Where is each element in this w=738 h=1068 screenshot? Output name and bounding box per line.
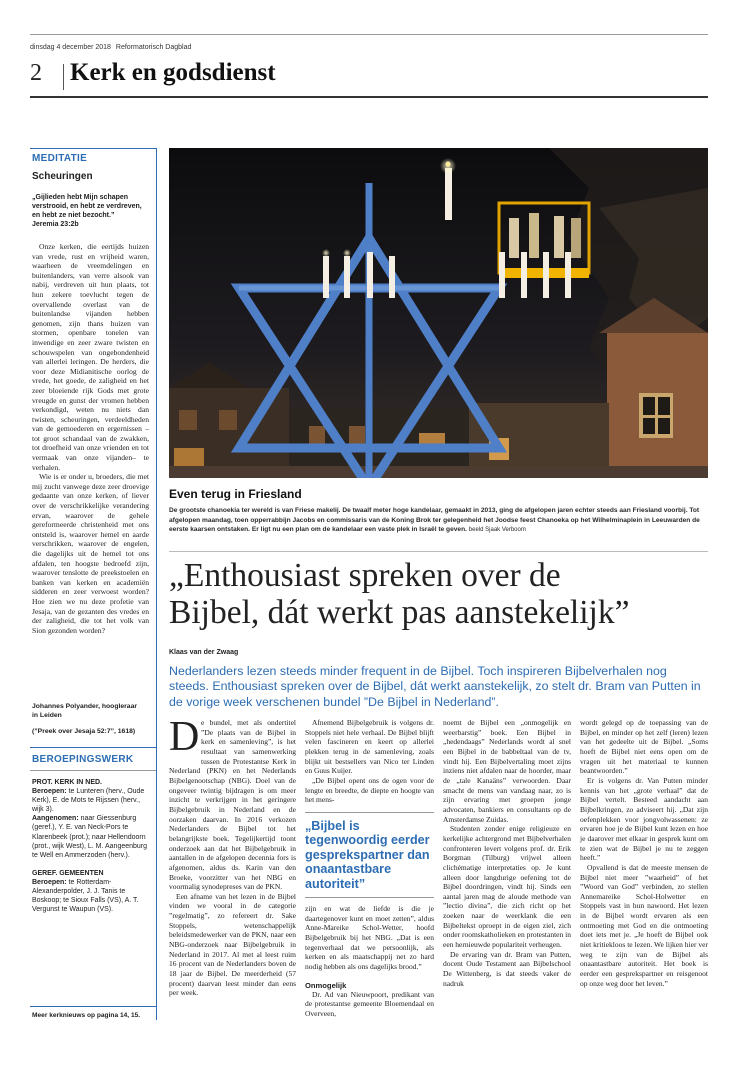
date-line [30,44,191,51]
group-title: PROT. KERK IN NED. [32,779,103,786]
meditatie-paragraph: Wie is er onder u, broeders, die met mij zucht vanwege deze zeer droevige gedaante van onze kerken, of liever over de verschrikkelijke verandering ervan, waarover de gehele gereformeerde christenheid met ons ontsteld is, waarover hemel en aarde verschrikken, waarover de engelen, die dagelijks uit de hemel tot ons afdalen, ten hoogste bedroefd zijn, waarover tenslotte de preekstoelen en banken van kerken en academiën sidderen en zeer verwoest worden? Hoe zien we nu deze profetie van Jesaja, van de gezanten des vredes en der zaligheid, die tot het volk van Sion gezonden worden? [32,472,149,635]
section-title: Kerk en godsdienst [70,59,276,86]
photo-caption [169,506,708,536]
kerknieuws-link[interactable]: Meer kerknieuws op pagina 14, 15. [32,1012,141,1019]
sidebar [30,148,157,1020]
article-paragraph: Er is volgens dr. Van Putten minder kennis van het „grote verhaal” dat de Bijbel vertelt. Besteed aandacht aan Bijbelkringen, zo adviseert hij. „Dat zijn oefenplekken voor jongvolwassenen: ze ervaren hoe je de Bijbel kunt lezen en hoe je daarover met elkaar in gesprek kunt om te zien wat de Bijbel je nu te zeggen heeft.” [580,775,708,863]
list-item: Beroepen: te Rotterdam-Alexanderpolder, J. J. Tanis te Boskoop; te Sioux Falls (VS), A. T. Vergunst te Waupun (VS). [32,878,139,914]
article-paragraph: Opvallend is dat de meeste mensen de Bijbel niet meer ”waarheid” of het ”Woord van God” verbinden, zo stellen Annemareike Schol-Holwetter en Stoppels vast in hun nawoord. Het lezen in de Bijbel wordt ervaren als een ontmoeting met God en die ontmoeting doet iets met je. „Je hoeft de Bijbel ook niet kritiekloos te lezen. We lijken hier ver weg te zijn van de Bijbel als onaantastbare autoriteit. Het boek is eerder een gesprekspartner en reisgenoot op onze weg door het leven.” [580,862,708,988]
meditatie-body [32,242,149,635]
dropcap: D [169,714,200,760]
photo-caption-title: Even terug in Friesland [169,487,302,501]
paper-name: Reformatorisch Dagblad [115,44,192,51]
article-column-4 [580,718,708,988]
meditatie-quote: „Gijlieden hebt Mijn schapen verstrooid, en hebt ze verdreven, en hebt ze niet bezocht.” [32,194,142,219]
article-intro: Nederlanders lezen steeds minder frequent in de Bijbel. Toch inspireren Bijbelverhalen nog steeds. Enthousiast spreken over de Bijbel, dát werkt aanstekelijk, zo stelt dr. Bram van Putten in de vorige week verschenen bundel ”De Bijbel in Nederland”. [169,664,701,709]
menorah-photo [169,148,708,478]
article-column-1 [169,714,296,998]
meditatie-author: Johannes Polyander, hoogleraar in Leiden [32,703,138,719]
group-title: GEREF. GEMEENTEN [32,869,104,877]
article-paragraph: Afnemend Bijbelgebruik is volgens dr. Stoppels niet hele verhaal. De Bijbel blijft velen fascineren en keert op allerlei plekken terug in de samenleving, zoals blijkt uit bestsellers van Nico ter Linden en Guus Kuijer. [305,718,434,776]
article-paragraph: Dr. Ad van Nieuwpoort, predikant van de protestantse gemeente Bloemendaal en Overveen, [305,989,434,1018]
photo-credit: beeld Sjaak Verboom [468,527,526,534]
photo-caption-text: De grootste chanoekia ter wereld is van Friese makelij. De twaalf meter hoge kandelaar, gemaakt in 2013, ging de afgelopen jaren echter steeds aan Friesland voorbij. Tot afgelopen maandag, toen opperrabbijn Jacobs en commissaris van de Koning Brok ter gelegenheid het Joodse feest Chanoeka op het Wilhelminaplein in Leeuwarden de eerste kaarsen ontstaken. Er ligt nu een plan om de kandelaar een vaste plek in Israël te geven. [169,507,700,534]
meditatie-paragraph: Onze kerken, die eertijds huizen van vrede, rust en vrijheid waren, waarheen de vreemdelingen en buitenlanders, van verre alsook van nabij, verdreven uit hun plaats, tot hun zekere toevlucht tegen de overvallende overlast van de buitenlandse vijanden hebben genomen, zijn thans huizen van stormen, openbare tonelen van inwendige en zeer zware twisten en schouwspelen van ongebondenheid van allerlei leringen. De herders, die voor deze Midianitische oorlog de vrede, het goede, de zaligheid en het zeer bloeiende rijk Gods met grote vreugde en gunst der vromen hebben verkondigd, weten nu niets dan twisten, scheuringen, verdeeldheden van de gemoederen en ergernissen –tot groot schandaal van de zwakken, tot droefheid van onze vrienden en tot vermaak van onze vijanden– te verhalen. [32,242,149,472]
photo [169,148,708,478]
article-paragraph: Studenten zonder enige religieuze en kerkelijke achtergrond met Bijbelverhalen confronteren levert volgens prof. dr. Erik Borgman (Tilburg) vrijwel alleen clichématige interpretaties op. Je kunt alleen door langdurige oefening tot de Bijbel doordringen, vindt hij. Sinds een aantal jaren mag de aloude methode van ”lectio divina”, die zich richt op het zoeken naar de weerklank die een Bijbeltekst oproept in de eigen ziel, zich onder roomskatholieken en protestanten in een hernieuwde populariteit verheugen. [443,824,571,950]
beroepingswerk-label: BEROEPINGSWERK [32,754,134,765]
page-number: 2 [30,60,42,86]
headline [169,557,714,631]
article-paragraph: e bundel, met als ondertitel ”De plaats van de Bijbel in kerk en samenleving”, is het resultaat van samenwerking tussen de Protestantse Kerk in Nederland (PKN) en het Nederlands Bijbelgenootschap (NBG). Doel van de ongeveer twintig bijdragen is om meer inzicht te verkrijgen in het geringere Bijbelgebruik in Nederland en de oorzaken daarvan. In 2016 verkozen Nederlanders de Bijbel tot het belangrijkste boek. Tegelijkertijd toont onderzoek aan dat het Bijbelgebruik in aantallen in de afgelopen decennia fors is afgenomen, aldus ds. Karin van den Broeke, voorzitter van het NBG en voormalig synodepreses van de PKN. [169,718,296,892]
meditatie-label: MEDITATIE [32,153,88,164]
meditatie-quote-ref: Jeremia 23:2b [32,221,79,228]
subhead: Onmogelijk [305,980,347,990]
list-item: Aangenomen: naar Giessenburg (geref.), Y. E. van Neck-Pors te Klarenbeek (prot.); naar Hellendoorn (prot., wijk West), L. M. Aangeenburg te Well en Ammerzoden (herv.). [32,815,148,859]
date: dinsdag 4 december 2018 [30,44,111,51]
article-paragraph: De ervaring van dr. Bram van Putten, docent Oude Testament aan Bijbelschool De Wittenberg, is dat steeds vaker de nadruk [443,949,571,988]
article-paragraph: noemt de Bijbel een „onmogelijk en weerbarstig” boek. Een Bijbel in „hedendaags” Nederlands wordt al snel een Bijbel in de babbeltaal van de tv, vindt hij. Een Bijbelvertaling moet zijns inziens niet afdalen naar de hoorder, maar de „tale Kanaäns” verwoorden. Daar smacht de mens van vandaag naar, zo is zijn ervaring met groepen jonge advocaten, bankiers en consultants op de Amsterdamse Zuidas. [443,718,571,824]
list-item: Beroepen: te Lunteren (herv., Oude Kerk), E. de Mots te Rijssen (herv., wijk 3). [32,788,145,814]
meditatie-title: Scheuringen [32,171,93,182]
byline: Klaas van der Zwaag [169,649,239,656]
headline-line: Bijbel, dát werkt pas aanstekelijk” [169,594,630,631]
article-column-2 [305,718,434,1019]
article-column-3 [443,718,571,988]
article-paragraph: „De Bijbel opent ons de ogen voor de lengte en breedte, de diepte en hoogte van het mens- [305,775,434,805]
article-paragraph: zijn en wat de liefde is die je daartegenover kunt en moet zetten”, aldus Anne-Mareike Schol-Wetter, hoofd Bijbelgebruik bij het NBG. „Dat is een tegenverhaal dat we persoonlijk, als kerken en als maatschappij net zo hard nodig hebben als ons dagelijks brood.” [305,903,434,971]
article-paragraph: Een afname van het lezen in de Bijbel vinden we vooral in de categorie ”regelmatig”, zo refereert dr. Sake Stoppels, wetenschappelijk beleidsmedewerker van de PKN, naar een NBG-onderzoek naar Bijbelgebruik in Nederland in 2017. Al met al leest ruim 16 procent van de Nederlanders boven de 18 jaar de Bijbel. De meerderheid (57 procent) daarvan leest minder dan eens per week. [169,891,296,998]
pull-quote: „Bijbel is tegenwoordig eerder gesprekspartner dan onaantastbare autoriteit” [305,818,430,891]
beroepingswerk-list [32,778,150,914]
headline-line: „Enthousiast spreken over de [169,557,561,594]
article-paragraph: wordt gelegd op de toepassing van de Bijbel, en minder op het zelf (leren) lezen van het gedeelte uit de Bijbel. „Soms hoeft de Bijbel niet eens open om de vragen uit het materiaal te kunnen beantwoorden.” [580,718,708,776]
meditatie-source: (”Preek over Jesaja 52:7”, 1618) [32,728,136,735]
